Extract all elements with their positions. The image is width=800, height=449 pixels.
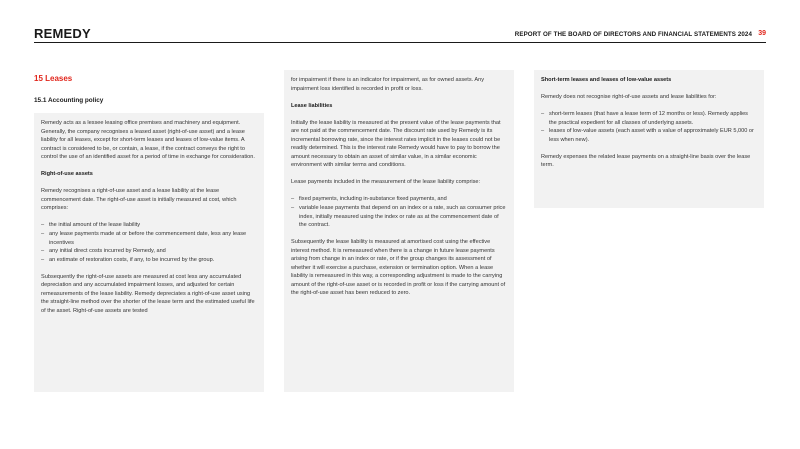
list-item: – variable lease payments that depend on an index or a rate, such as consumer price index, initially measured using the index or rate as at the commencement date of the contract. [291, 204, 507, 230]
content-panel-middle [284, 70, 514, 392]
content-panel-left [34, 113, 264, 392]
list-item: – leases of low-value assets (each asset with a value of approximately EUR 5,000 or less when new). [541, 127, 757, 144]
list-item: – an estimate of restoration costs, if any, to be incurred by the group. [41, 256, 257, 265]
rou-paragraph: Remedy recognises a right-of-use asset and a lease liability at the lease commencement date. The right-of-use asset is initially measured at cost, which comprises: [41, 188, 237, 212]
section-subtitle: 15.1 Accounting policy [34, 97, 104, 104]
section-title: 15 Leases [34, 74, 73, 83]
rou-list [41, 221, 257, 264]
rou-measurement-paragraph: Subsequently the right-of-use assets are measured at cost less any accumulated depreciation and any accumulated impairment losses, and adjusted for certain remeasurements of the lease liability. Remedy depreciates a right-of-use asset using the straight-line method over the shorter of the lease term and the estimated useful life of the asset. Right-of-use assets are tested [41, 273, 255, 314]
list-item: – short-term leases (that have a lease term of 12 months or less). Remedy applies the practical expedient for all classes of underlying assets. [541, 110, 757, 127]
lease-payments-paragraph: Lease payments included in the measurement of the lease liability comprise: [291, 179, 481, 186]
list-item: – the initial amount of the lease liability [41, 221, 257, 230]
short-term-list [541, 110, 757, 144]
list-item: – any lease payments made at or before the commencement date, less any lease incentives [41, 230, 257, 247]
content-panel-right [534, 70, 764, 208]
short-term-paragraph: Remedy does not recognise right-of-use assets and lease liabilities for: [541, 94, 717, 101]
expense-paragraph: Remedy expenses the related lease payments on a straight-line basis over the lease term. [541, 153, 751, 169]
remeasurement-paragraph: Subsequently the lease liability is measured at amortised cost using the effective interest method. It is remeasured when there is a change in future lease payments arising from change in an index or rate, or if the group changes its assessment of whether it will exercise a purchase, extension or termination option. When a lease liability is remeasured in this way, a corresponding adjustment is made to the carrying amount of the right-of-use asset or is recorded in profit or loss if the carrying amount of the right-of-use asset has been reduced to zero. [291, 239, 506, 297]
page-number: 39 [758, 30, 766, 37]
lease-liabilities-paragraph: Initially the lease liability is measured at the present value of the lease payments that are not paid at the commencement date. The discount rate used by Remedy is its incremental borrowing rate, since the interest rates implicit in the leases could not be readily determined. This is the interest rate Remedy would have to pay to borrow the amount necessary to obtain an asset of similar value, in a similar economic environment with similar terms and conditions. [291, 119, 501, 169]
lease-payments-list [291, 195, 507, 229]
lease-liabilities-heading: Lease liabilities [291, 102, 333, 109]
intro-paragraph: Remedy acts as a lessee leasing office premises and machinery and equipment. Generally, the company recognises a leased asset (right-of-use asset) and a lease liability for all leases, except for short-term leases and leases of low-value items. A contract is considered to be, or contain, a lease, if the contract conveys the right to control the use of an identified asset for a period of time in exchange for consideration. [41, 120, 255, 161]
short-term-heading: Short-term leases and leases of low-value assets [541, 77, 672, 83]
list-item: – any initial direct costs incurred by Remedy, and [41, 247, 257, 256]
header-divider [34, 42, 766, 43]
continuation-paragraph: for impairment if there is an indicator for impairment, as for owned assets. Any impairment loss identified is recorded in profit or loss. [291, 77, 485, 92]
report-title: REPORT OF THE BOARD OF DIRECTORS AND FINANCIAL STATEMENTS 2024 [514, 31, 752, 38]
rou-heading: Right-of-use assets [41, 171, 93, 178]
list-item: – fixed payments, including in-substance fixed payments, and [291, 195, 507, 204]
brand-logo: REMEDY [34, 26, 91, 41]
